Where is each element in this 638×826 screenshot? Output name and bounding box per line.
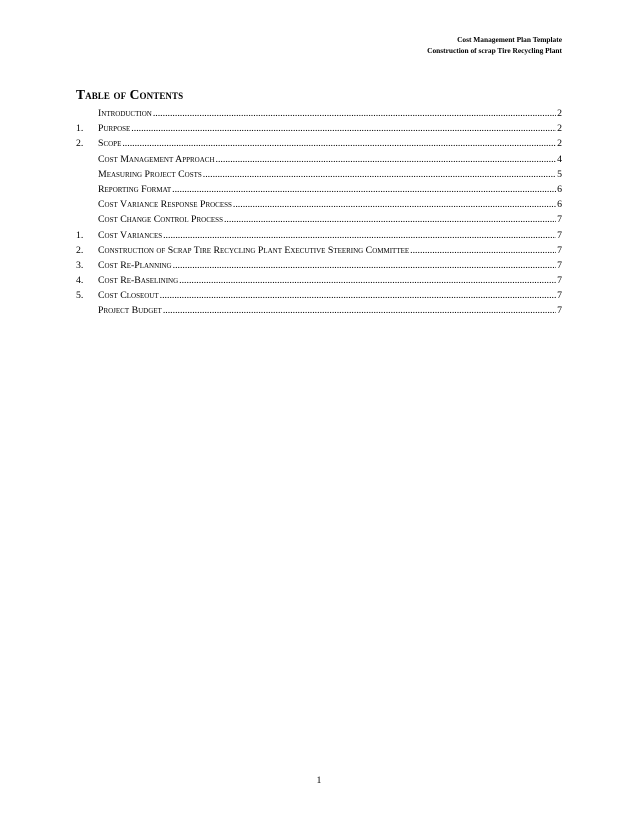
toc-dot-leader [172,182,556,197]
toc-dot-leader [173,258,556,273]
toc-entry-number: 1. [76,123,84,135]
toc-entry-measuring-project-costs[interactable] [76,167,562,182]
toc-entry-page: 7 [557,290,562,302]
toc-entry-cost-re-baselining[interactable] [76,273,562,288]
toc-entry-number: 2. [76,244,84,256]
toc-entry-project-budget[interactable] [76,303,562,318]
toc-entry-page: 2 [557,108,562,119]
toc-dot-leader [122,136,556,151]
toc-dot-leader [216,152,557,167]
toc-dot-leader [179,273,556,288]
toc-entry-number: 3. [76,259,84,271]
toc-entry-cost-closeout[interactable] [76,288,562,303]
toc-entry-title: Scope [98,138,122,150]
toc-entry-scope[interactable] [76,136,562,151]
toc-dot-leader [233,197,556,212]
toc-entry-title: Cost Re-Baselining [98,275,179,287]
toc-entry-number: 2. [76,138,84,150]
toc-entry-title: Cost Closeout [98,290,159,302]
toc-entry-cost-variance-response-process[interactable] [76,197,562,212]
toc-entry-page: 7 [557,305,562,317]
page-number: 1 [316,775,322,786]
toc-entry-page: 7 [557,229,562,241]
toc-entry-page: 2 [557,123,562,135]
toc-entry-page: 7 [557,244,562,256]
toc-entry-title: Cost Variances [98,229,163,241]
toc-entry-title: Construction of Scrap Tire Recycling Plant Executive Steering Committee [98,244,410,256]
toc-entry-executive-steering-committee[interactable] [76,243,562,258]
toc-entry-title: Purpose [98,123,131,135]
toc-entry-number: 1. [76,229,84,241]
toc-entry-cost-management-approach[interactable] [76,152,562,167]
toc-entry-page: 4 [557,153,562,165]
toc-entry-cost-variances[interactable] [76,228,562,243]
toc-dot-leader [410,243,556,258]
toc-entry-title: Project Budget [98,305,162,317]
toc-entry-title: Reporting Format [98,183,172,195]
toc-dot-leader [224,212,556,227]
toc-entry-page: 5 [557,168,562,180]
toc-entry-page: 7 [557,259,562,271]
toc-dot-leader [160,288,556,303]
toc-entry-introduction[interactable] [76,106,562,121]
toc-dot-leader [163,303,556,318]
toc-entry-title: Cost Re-Planning [98,259,172,271]
table-of-contents [76,106,562,319]
toc-dot-leader [203,167,556,182]
toc-entry-reporting-format[interactable] [76,182,562,197]
toc-entry-title: Cost Change Control Process [98,214,223,226]
toc-entry-title: Cost Management Approach [98,153,215,165]
header-document-title: Cost Management Plan Template [457,35,562,44]
toc-entry-page: 7 [557,275,562,287]
toc-entry-page: 6 [557,199,562,211]
toc-dot-leader [153,106,556,121]
toc-entry-number: 5. [76,290,84,302]
toc-entry-number: 4. [76,275,84,287]
toc-dot-leader [163,228,556,243]
toc-entry-page: 6 [557,183,562,195]
toc-entry-page: 2 [557,138,562,150]
toc-dot-leader [131,121,556,136]
toc-entry-cost-re-planning[interactable] [76,258,562,273]
toc-entry-page: 7 [557,214,562,226]
page-header [427,34,562,56]
header-project-name: Construction of scrap Tire Recycling Plant [427,46,562,55]
toc-entry-purpose[interactable] [76,121,562,136]
toc-entry-title: Introduction [98,108,152,119]
toc-title: Table of Contents [76,87,184,102]
toc-entry-cost-change-control-process[interactable] [76,212,562,227]
toc-entry-title: Cost Variance Response Process [98,199,232,211]
toc-entry-title: Measuring Project Costs [98,168,202,180]
